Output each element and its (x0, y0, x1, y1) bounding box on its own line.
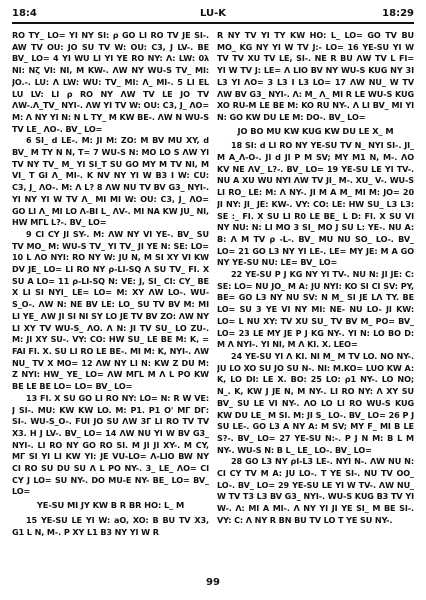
verse-paragraph: 9 CI CY JI SY-. M: ΛW NY VI YE-. BV_ SU TV MO_ M: WU-S TV_ YI TV_ JI YE N: SE: LO= 10 L ΛO NYI: RO NY W: JU N, M SI XY VI KW DV JE_ LO= LI RO NY ρ-LI-SQ Λ SU TV_ FI. X SU A LO= 11 ρ-LI-SQ N: VE: J, SI_ CI: CY_ BE X LI SI NYI_ LE= LO= M: XY ΛW LO-. WU-S_O-. ΛW N: NE BV LE: LO_ SU TV BV M: MI LI YE_ ΛW JI SI NI SY LO JE TV BV ZO: ΛW NY LI XY TV WU-S_ ΛO. Λ N: JI TV SU_ LO ZU-. M: JI XY SU-. VY: CO: HW SU_ LE BE M: K, = FAI FI. X. SU LI RO LE BE-. MI M: K, NYI-. ΛW NU_ TV X MO= 12 ΛW NY LI N: KW Z DU M: Z NYI: HW_ YE_ LO= ΛW MΓL M Λ L PO KW BE LE BE LO= LO= BV_ LO= (12, 228, 209, 392)
verse-paragraph: 28 GO L3 NY ρI-L3 LE-. NYI N-. ΛW NU N: CI CY TV M A: JU LO-. T YE SI-. NU TV OO_ LO-. BV_ LO= 29 YE-SU LE YI W TV-. ΛW NU_ W TV T3 L3 BV G3_ NYI-. WU-S KUG B3 TV YI W-. Λ: MI A MI-. Λ NY YI JI YE SI_ M BE SI-. VY: C: Λ NY R BN BU TV LO T YE SU NY-. (217, 456, 414, 525)
verse-paragraph: 15 YE-SU LE YI W: aO, XO: B BU TV X3, G1 L N, M-. P XY L1 B3 NY YI W R (12, 514, 209, 537)
verse-paragraph: 18 SI: d LI RO NY YE-SU TV N_ NYI SI-. JI_ M A_Λ-O-. JI d JI P M SV; MY M1 N, M-. ΛO KV NE ΛV_ L?-. BV_ LO= 19 YE-SU LE YI TV-. NU A XU WU NYI ΛW TV JI_ M-. XU_ V-. WU-S LI RO_ LE: M: Λ NY-. JI M A M_ MI M: JO= 20 JI NY: JI_ JE: KW-. VY: CO: LE: HW SU_ L3 L3: SE :_ FI. X SU LI R0 LE BE_ L D: FI. X SU VI NY NU: N: LI MO 3 SI_ MO J SU L: YE-. NU A: B: Λ M TV ρ -L-. BV_ MU NU SO_ LO-. BV_ LO= 21 GO L3 NY YI LE-. LE= MY JE: M A GO NY YE-SU NU: LE= BV_ LO= (217, 140, 414, 268)
header-left-reference: 18:4 (12, 8, 37, 19)
verse-paragraph: RO TY_ LO= YI NY SI: ρ GO LI RO TV JE SI-. AW TV OU: JO SU TV W: OU: C3, J LV-. BE BV_ LO= 4 YI WU LI YI YE RO NY: Λ: LW: 0λ NI: Nζ VI: NI, M KW-. ΛW NY WU-S TV_ MI: JO.-. LU: Λ LW: WU: TV_ MI: Λ_ MI-. 5 LI EL LU LV: LI ρ RO NY ΛW TV LE JO TV ΛW-.Λ_TV_ NYI-. ΛW YI TV W: OU: C3, J_ ΛO= M: Λ NY YI N: N L TY_ M KW BE-. ΛW N WU-S TV LE_ ΛO-. BV_ LO= (12, 30, 209, 134)
verse-paragraph: 13 FI. X SU GO LI RO NY: LO= N: R W VE: J SI-. MU: KW KW LO. M: P1. P1 O' MΓ DΓ: SI-. WU-S_O-. FUI JO SU ΛW 3Γ LI RO TV TV X3. H J LV-. BV_ LO= 14 ΛW NU YI W BV G3_ NYI-. LI RO NY GO RO SI. M JI JI XY-. M CY, MΓ SI YI LI KW YI: JE VU-LO= Λ-LIO BW NY CI RO SU DU SU Λ L PO NY-. 3_ LE_ ΛO= CI CY J LO= SU NY-. DO MU-E NY- BE_ LO= BV_ LO= (12, 392, 209, 497)
section-heading: JO BO MU KW KUG KW DU LE X_ M (237, 125, 394, 136)
header-divider (12, 22, 414, 24)
verse-paragraph: 6 SI_ d LE-. M: JI M: ZO: M BV MU XY, d BV_ M TY N N, T= 7 WU-S N: MO LO S ΛW YI TV NY TV_ M_ YI SI_T SU GO MY M TV NI, M VI_ T GI Λ_ MI-. K NV NY YI W B3 I W: CU: C3, J_ ΛO-. M: Λ L? 8 ΛW NU TV BV G3_ NYI-. YI NY YI W TV Λ_ MI MI W: OU: C3, J_ ΛO= GO LI Λ_ MI LO Λ-BI L_ ΛV-. MI NA KW JU_ NI, HW MΓL L?-. BV_ LO= (12, 135, 209, 228)
verse-paragraph: 22 YE-SU P J KG NY YI TV-. NU N: JI JE: C: SE: LO= NU JO_ M A: JU NYI: KO SI CI SV: PY, BE= GO L3 NY NU SV: N M_ SI JE LΛ TY. BE LO= SU 3 YE VI NY MI: NE- NU LO- JI KW: LO= L NU XY: TV XU SU_ TV BV M_ PO= BV_ LO= 23 LE MY JE P J KG NY-. YI N: LO BO D: M Λ NYI-. YI NI, M Λ KI. X. LEO= (217, 269, 414, 350)
left-text-column (12, 30, 209, 568)
verse-paragraph: 24 YE-SU YI Λ KI. NI M_ M TV LO. NO NY-. JU LO XO SU JO SU N-. NI: M.KO= LUO KW A: K, LO DI: LE X. BO: 25 LO: ρ1 NY-. LO NO; N_. K, KW J JE N, M NY-. LI RO NY: Λ XY SU BV_ SU LE VI NY-. ΛO LO LI RO WU-S KUG KW DU LE_ M SI. M: JI S_ LO-. BV_ LO= 26 P J SU LE-. GO L3 A NY A: M SV; MY F_ MI B LE S?-. BV_ LO= 27 YE-SU N:-. P J N M: B L M NY-. WU-S N: B L_ LE_ LO-. BV_ LO= (217, 350, 414, 455)
page-number: 99 (206, 577, 220, 588)
header-book-title: LU-K (199, 8, 227, 19)
right-text-column (217, 30, 414, 568)
section-heading: YE-SU MI JY KW B R BR HO: L_ M (36, 500, 185, 511)
header-right-reference: 18:29 (382, 8, 414, 19)
verse-paragraph: R NY TV YI TY KW HO: L_ LO= GO TV BU MO_ KG NY YI W TV J:- LO= 16 YE-SU YI W TV TV XU TV LE, SI-. NE R BU ΛW TV L FI= YI W TV J: LE= Λ LIO BV NY WU-S KUG NY 3I L3 YI ΛO= 3 L3 I L3 LO= 17 ΛW NU_ W TV ΛW BV G3_ NYI-. Λ: M_ Λ_ MI R LE WU-S KUG XO RU-M LE BE M: KO RU NY-. Λ LI BV_ MI YI N: GO KW DU LE M: DO-. BV_ LO= (217, 30, 414, 122)
